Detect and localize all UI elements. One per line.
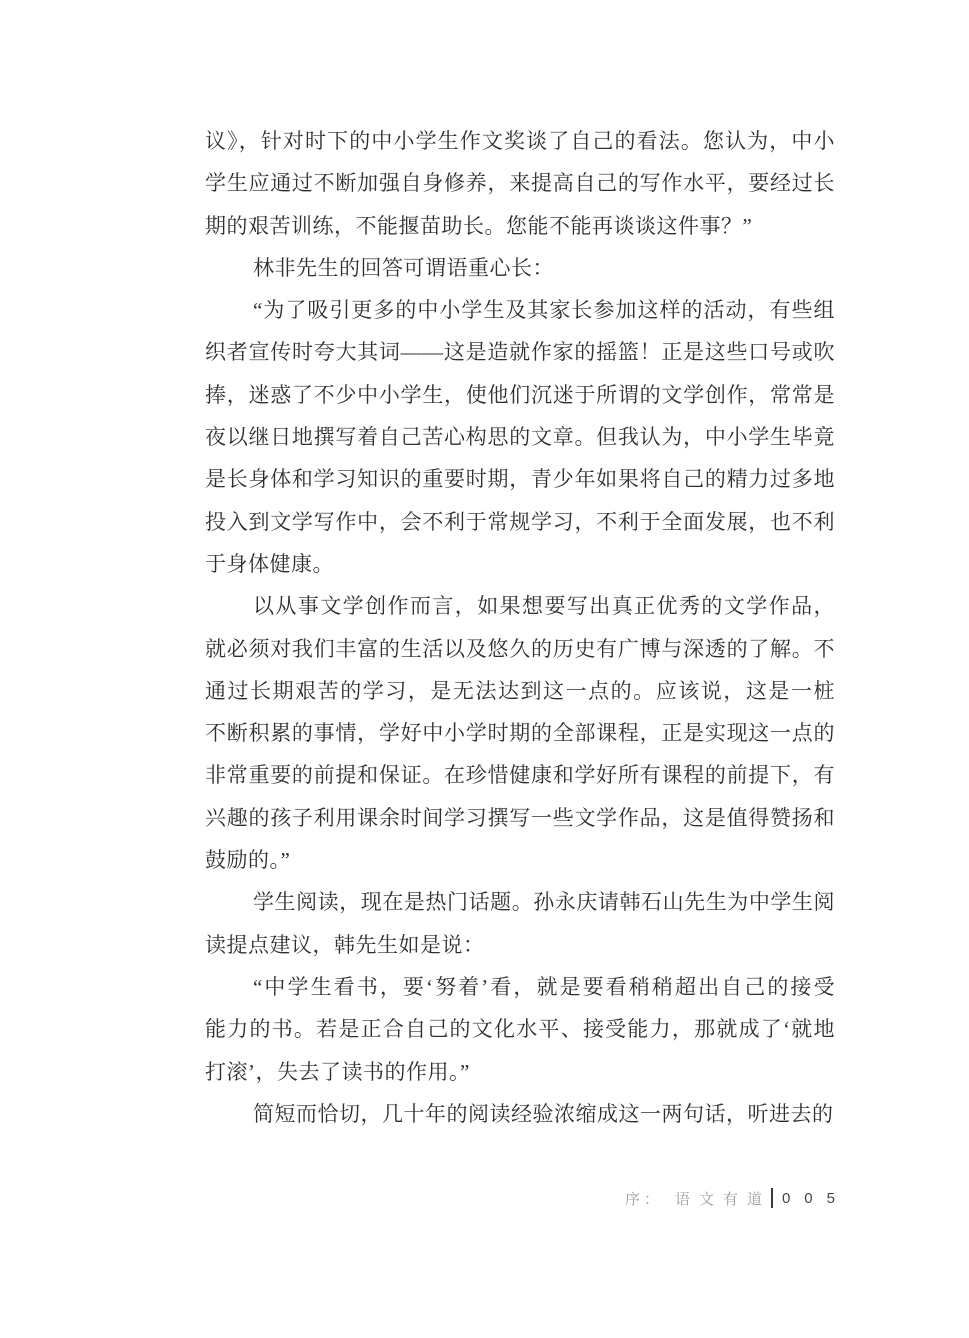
text-line: 议》，针对时下的中小学生作文奖谈了自己的看法。您认为，中小 bbox=[205, 129, 835, 153]
text-block bbox=[205, 120, 835, 1135]
text-line: 是长身体和学习知识的重要时期，青少年如果将自己的精力过多地 bbox=[205, 467, 835, 492]
text-line: 于身体健康。 bbox=[205, 551, 334, 576]
text-line: 读提点建议，韩先生如是说： bbox=[205, 932, 485, 957]
book-title: 语文有道 bbox=[674, 1191, 771, 1208]
text-line: “中学生看书，要‘努着’看，就是要看稍稍超出自己的接受 bbox=[253, 974, 835, 999]
text-line: 能力的书。若是正合自己的文化水平、接受能力，那就成了‘就地 bbox=[205, 1017, 835, 1042]
text-line: 鼓励的。” bbox=[205, 848, 291, 873]
text-line: 打滚’，失去了读书的作用。” bbox=[205, 1059, 470, 1084]
text-line: 非常重要的前提和保证。在珍惜健康和学好所有课程的前提下，有 bbox=[205, 763, 835, 788]
text-line: 就必须对我们丰富的生活以及悠久的历史有广博与深透的了解。不 bbox=[205, 636, 835, 661]
text-line: 期的艰苦训练，不能揠苗助长。您能不能再谈谈这件事？” bbox=[205, 213, 753, 238]
text-line: 夜以继日地撰写着自己苦心构思的文章。但我认为，中小学生毕竟 bbox=[205, 425, 835, 450]
text-line: 投入到文学写作中，会不利于常规学习，不利于全面发展，也不利 bbox=[205, 509, 835, 534]
text-line: 以从事文学创作而言，如果想要写出真正优秀的文学作品， bbox=[253, 594, 835, 619]
text-line: “为了吸引更多的中小学生及其家长参加这样的活动，有些组 bbox=[253, 298, 835, 323]
text-line: 不断积累的事情，学好中小学时期的全部课程，正是实现这一点的 bbox=[205, 721, 835, 746]
page-number: 005 bbox=[781, 1189, 849, 1207]
text-line: 简短而恰切，几十年的阅读经验浓缩成这一两句话，听进去的 bbox=[253, 1101, 834, 1126]
text-line: 学生阅读，现在是热门话题。孙永庆请韩石山先生为中学生阅 bbox=[253, 890, 835, 915]
text-line: 学生应通过不断加强自身修养，来提高自己的写作水平，要经过长 bbox=[205, 171, 835, 196]
text-line: 织者宣传时夸大其词——这是造就作家的摇篮！正是这些口号或吹 bbox=[205, 340, 835, 365]
footer-divider bbox=[771, 1188, 773, 1208]
text-line: 通过长期艰苦的学习，是无法达到这一点的。应该说，这是一桩 bbox=[205, 678, 835, 703]
text-line: 林非先生的回答可谓语重心长： bbox=[253, 255, 554, 280]
chapter-label: 序： bbox=[624, 1191, 663, 1208]
text-line: 捧，迷惑了不少中小学生，使他们沉迷于所谓的文学创作，常常是 bbox=[205, 382, 835, 407]
text-line: 兴趣的孩子利用课余时间学习撰写一些文学作品，这是值得赞扬和 bbox=[205, 805, 835, 830]
page-footer bbox=[205, 1184, 849, 1212]
